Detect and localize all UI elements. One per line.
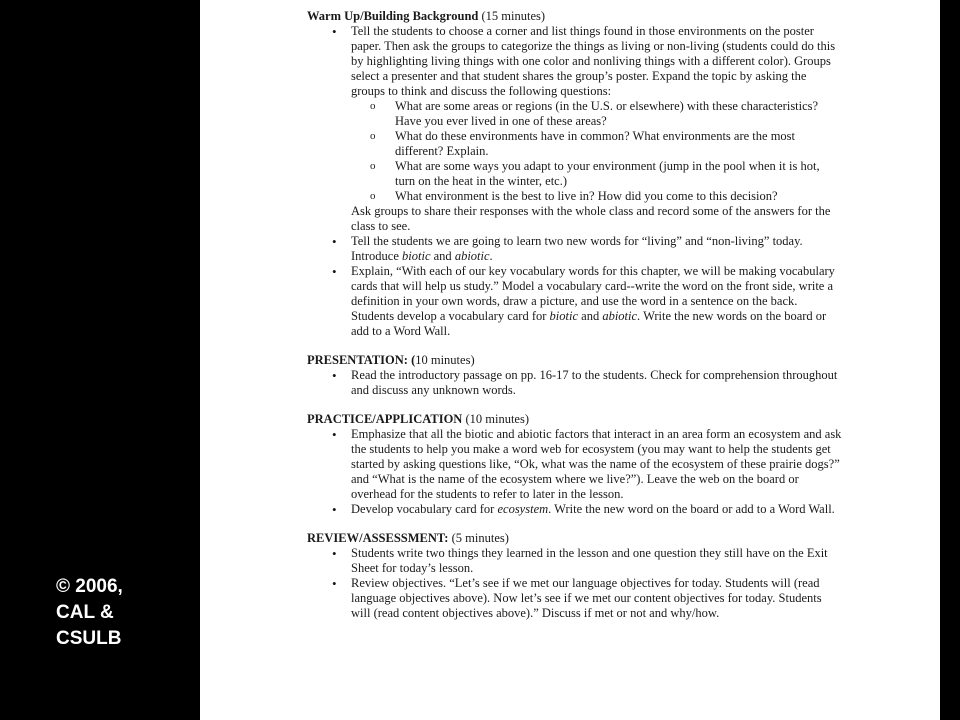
copyright-line-1: © 2006, <box>56 576 123 597</box>
question-item: o What are some ways you adapt to your environment (jump in the pool when it is hot, turn on the heat in the winter, etc.) <box>395 159 842 189</box>
warmup-bullet-1: Tell the students to choose a corner and list things found in those environments on the poster paper. Then ask the groups to categorize the things as living or non-living (students could do this by highlighting living things with one color and nonliving things with a different color). Groups select a presenter and that student shares the group’s poster. Expand the topic by asking the groups to think and discuss the following questions: <box>351 24 836 98</box>
review-title: REVIEW/ASSESSMENT: <box>307 531 449 545</box>
presentation-list <box>307 368 842 398</box>
warmup-bullet-3-end: . Write the new words on the board or add to a Word Wall. <box>351 309 827 338</box>
question-item: o What are some areas or regions (in the U.S. or elsewhere) with these characteristics? Have you ever lived in one of these areas? <box>395 99 842 129</box>
list-item <box>351 234 842 264</box>
practice-bullet-2-end: . Write the new word on the board or add to a Word Wall. <box>548 502 835 516</box>
list-item <box>351 502 842 517</box>
review-list <box>307 546 842 621</box>
question-item: o What environment is the best to live in? How did you come to this decision? <box>395 189 842 204</box>
term-ecosystem: ecosystem <box>497 502 549 516</box>
copyright-line-2: CAL & <box>56 602 114 623</box>
conjunction: and <box>430 249 455 263</box>
document-page <box>200 0 940 720</box>
warmup-questions <box>351 99 842 204</box>
lesson-plan-content <box>307 9 842 635</box>
period: . <box>489 249 493 263</box>
warmup-title: Warm Up/Building Background <box>307 9 479 23</box>
right-border <box>940 0 960 720</box>
warmup-share-text: Ask groups to share their responses with the whole class and record some of the answers for the class to see. <box>351 204 831 233</box>
practice-title: PRACTICE/APPLICATION <box>307 412 463 426</box>
practice-list <box>307 427 842 517</box>
term-biotic: biotic <box>402 249 431 263</box>
practice-bullet-2-text: Develop vocabulary card for <box>351 502 498 516</box>
warmup-bullet-3-text: Explain, “With each of our key vocabulary words for this chapter, we will be making vocabulary cards that will help us study.” Model a vocabulary card--write the word on the front side, write a definition in your own words, draw a picture, and use the word in a sentence on the back. Students develop a vocabulary card for <box>351 264 835 323</box>
review-heading <box>307 531 842 546</box>
warmup-time: (15 minutes) <box>478 9 546 23</box>
question-item: o What do these environments have in common? What environments are the most different? Explain. <box>395 129 842 159</box>
presentation-title: PRESENTATION: ( <box>307 353 416 367</box>
term-abiotic: abiotic <box>602 309 638 323</box>
presentation-heading <box>307 353 842 368</box>
review-time: (5 minutes) <box>448 531 509 545</box>
warmup-section <box>307 9 842 339</box>
conjunction: and <box>578 309 603 323</box>
review-section <box>307 531 842 621</box>
term-abiotic: abiotic <box>454 249 490 263</box>
list-item <box>351 24 842 234</box>
practice-section <box>307 412 842 517</box>
warmup-heading <box>307 9 842 24</box>
list-item: • Review objectives. “Let’s see if we met our language objectives for today. Students will (read language objectives above). Now let’s see if we met our content objectives for today. Students will (read content objectives above).” Discuss if met or not and why/how. <box>351 576 842 621</box>
practice-heading <box>307 412 842 427</box>
presentation-time: 10 minutes) <box>415 353 475 367</box>
list-item <box>351 264 842 339</box>
term-biotic: biotic <box>549 309 579 323</box>
left-sidebar <box>0 0 200 720</box>
list-item: • Read the introductory passage on pp. 16-17 to the students. Check for comprehension throughout and discuss any unknown words. <box>351 368 842 398</box>
presentation-section <box>307 353 842 398</box>
warmup-list <box>307 24 842 339</box>
copyright-notice <box>56 574 123 652</box>
list-item: • Students write two things they learned in the lesson and one question they still have on the Exit Sheet for today’s lesson. <box>351 546 842 576</box>
practice-time: (10 minutes) <box>462 412 530 426</box>
copyright-line-3: CSULB <box>56 628 122 649</box>
list-item: • Emphasize that all the biotic and abiotic factors that interact in an area form an ecosystem and ask the students to help you make a word web for ecosystem (you may want to help the students get started by asking questions like, “Ok, what was the name of the ecosystem of these prairie dogs?” and “What is the name of the ecosystem where we live?”). Leave the web on the board or overhead for the students to refer to later in the lesson. <box>351 427 842 502</box>
warmup-bullet-2-text: Tell the students we are going to learn two new words for “living” and “non-living” today. Introduce <box>351 234 803 263</box>
